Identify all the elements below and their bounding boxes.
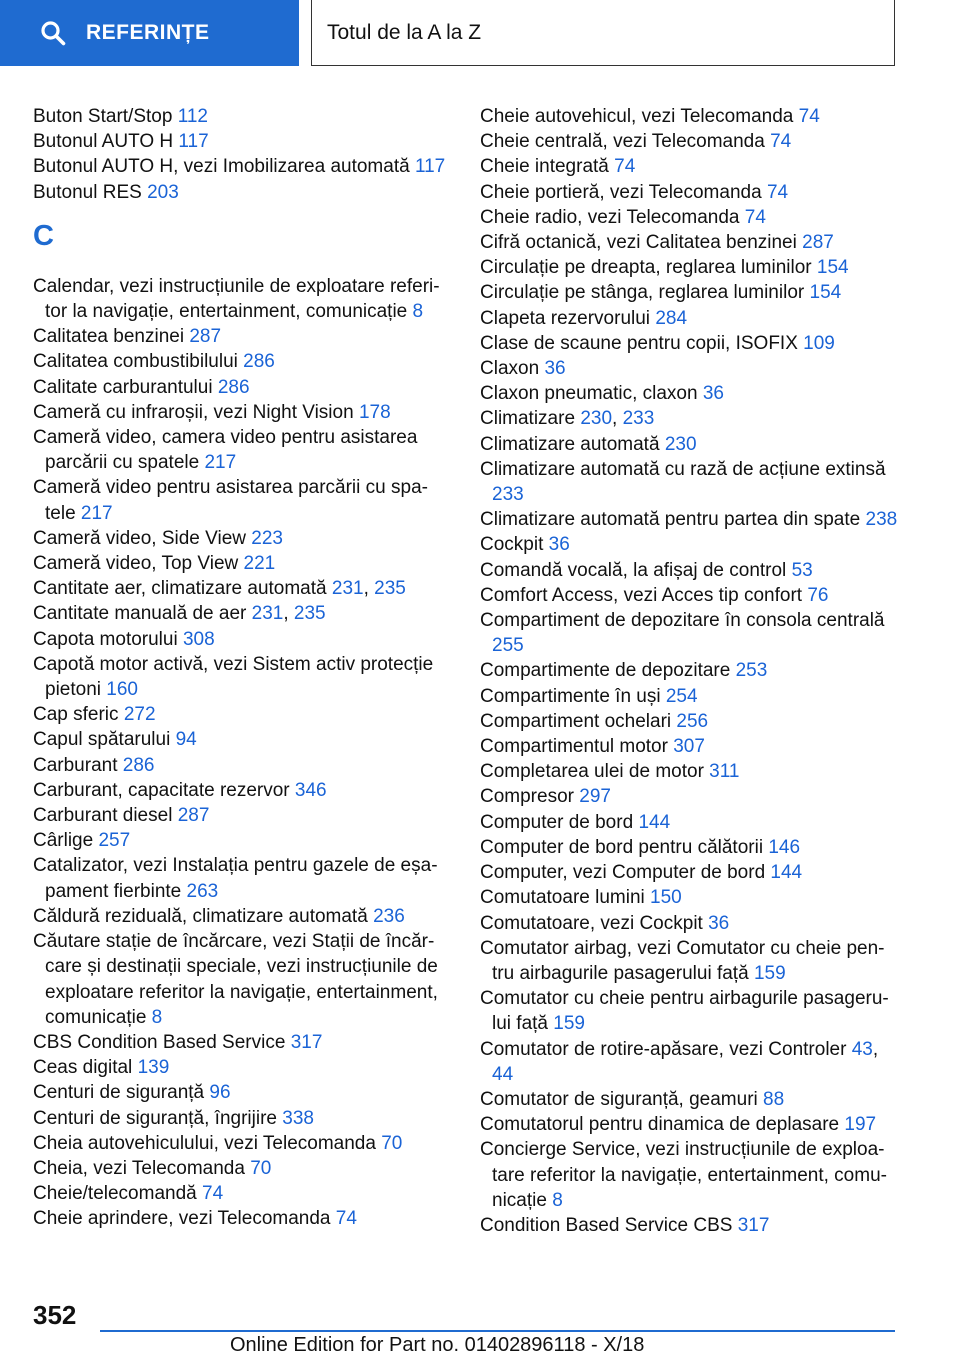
- tab-referinte[interactable]: [0, 0, 299, 66]
- page-link[interactable]: 74: [744, 206, 766, 228]
- index-entry-text: Cheie integrată: [480, 156, 609, 178]
- page-link[interactable]: 8: [151, 1006, 163, 1028]
- page-link[interactable]: 36: [708, 912, 730, 934]
- index-entry-text: Calitate carburantului: [33, 376, 213, 398]
- index-entry: [33, 652, 448, 702]
- page-link[interactable]: 256: [676, 710, 709, 732]
- page-link[interactable]: 94: [175, 729, 197, 751]
- index-entry-text: CBS Condition Based Service: [33, 1031, 286, 1053]
- page-link[interactable]: 150: [650, 887, 682, 909]
- index-entry: Comutator de rotire-apăsare, vezi Controler 43, 44: [480, 1038, 879, 1085]
- index-entry-text: Ceas digital: [33, 1057, 133, 1079]
- index-entry: [33, 753, 448, 778]
- index-entry: [480, 507, 900, 532]
- page-link[interactable]: 160: [106, 679, 138, 701]
- page-link[interactable]: 284: [655, 307, 688, 329]
- index-entry-text: Comutatoare lumini: [480, 887, 645, 909]
- page-link[interactable]: 8: [552, 1189, 563, 1211]
- footer-divider: [100, 1330, 895, 1332]
- index-entry: Cantitate manuală de aer 231, 235: [33, 603, 326, 625]
- page-link[interactable]: 36: [548, 534, 570, 556]
- search-icon: [40, 20, 66, 46]
- page-link[interactable]: 253: [735, 660, 768, 682]
- index-entry-text: Climatizare: [480, 408, 576, 430]
- index-entry-text: Compresor: [480, 786, 574, 808]
- index-entry-text: Cheia autovehiculului, vezi Telecomanda: [33, 1132, 376, 1154]
- page-link[interactable]: 338: [282, 1107, 314, 1129]
- index-entry: [480, 230, 900, 255]
- index-entry-text: Calitatea combustibilului: [33, 351, 238, 373]
- index-entry-text: Computer de bord: [480, 811, 634, 833]
- page-link[interactable]: 230: [580, 408, 613, 430]
- page-link[interactable]: 96: [209, 1082, 231, 1104]
- index-entry-text: Claxon pneumatic, claxon: [480, 383, 698, 405]
- index-entry-text: Capota motorului: [33, 628, 178, 650]
- index-entry-text: Cantitate manuală de aer: [33, 603, 247, 625]
- index-entry: [33, 475, 448, 525]
- page-header: [0, 0, 960, 66]
- page-link[interactable]: 287: [177, 805, 210, 827]
- index-entry-text: Comutator de siguranță, geamuri: [480, 1088, 758, 1110]
- page-link[interactable]: 255: [492, 635, 524, 657]
- page-link[interactable]: 230: [664, 433, 697, 455]
- index-column-right: [480, 104, 900, 1238]
- page-link[interactable]: 70: [381, 1132, 403, 1154]
- index-entry: [33, 1156, 448, 1181]
- index-entry: [33, 727, 448, 752]
- index-entry: [480, 532, 900, 557]
- index-entry-text: Comutator de rotire-apăsare, vezi Controler: [480, 1038, 847, 1060]
- index-entry: [480, 835, 900, 860]
- index-entry-text: Catalizator, vezi Instalația pentru gazele de eșapament fierbinte: [33, 855, 438, 902]
- index-entry: [33, 324, 448, 349]
- index-entry-text: Carburant, capacitate rezervor: [33, 779, 290, 801]
- index-entry-text: Climatizare automată pentru partea din spate: [480, 509, 861, 531]
- index-entry: [33, 526, 448, 551]
- index-entry-text: Căldură reziduală, climatizare automată: [33, 905, 368, 927]
- index-entry-text: Cantitate aer, climatizare automată: [33, 578, 327, 600]
- page-link[interactable]: 235: [293, 603, 326, 625]
- index-entry-text: Cheie autovehicul, vezi Telecomanda: [480, 106, 794, 127]
- index-entry-text: Centuri de siguranță, îngrijire: [33, 1107, 277, 1129]
- page-link[interactable]: 43: [851, 1038, 873, 1060]
- index-entry-text: Clapeta rezervorului: [480, 307, 651, 329]
- page-link[interactable]: 203: [147, 181, 179, 203]
- index-entry-text: Carburant diesel: [33, 805, 173, 827]
- page-link[interactable]: 307: [673, 736, 705, 758]
- index-entry-text: Cameră video, Top View: [33, 553, 239, 575]
- index-entry-text: Claxon: [480, 358, 540, 380]
- page-link[interactable]: 197: [844, 1114, 877, 1136]
- index-entry: [480, 1137, 900, 1213]
- page-link[interactable]: 287: [189, 326, 222, 348]
- page-link[interactable]: 297: [579, 786, 611, 808]
- index-entry: [480, 255, 900, 280]
- index-entry: Cantitate aer, climatizare automată 231, 235: [33, 578, 406, 600]
- page-link[interactable]: 346: [294, 779, 327, 801]
- page-link[interactable]: 272: [123, 704, 156, 726]
- index-entry: [33, 129, 448, 154]
- page-link[interactable]: 109: [803, 332, 835, 354]
- index-entry: [33, 400, 448, 425]
- tab-label: REFERINȚE: [86, 21, 210, 44]
- index-entry: [480, 381, 900, 406]
- index-entry-text: Compartimentul motor: [480, 736, 668, 758]
- page-link[interactable]: 44: [492, 1063, 514, 1085]
- index-entry-text: Capul spătarului: [33, 729, 171, 751]
- index-entry: [33, 104, 448, 129]
- page-link[interactable]: 311: [709, 761, 740, 783]
- page-link[interactable]: 236: [373, 905, 405, 927]
- index-entry: [480, 860, 900, 885]
- index-entry: [33, 778, 448, 803]
- index-entry-text: Climatizare automată cu rază de acțiune extinsă: [480, 458, 886, 480]
- index-entry: [33, 1080, 448, 1105]
- index-entry: [33, 154, 448, 179]
- index-entry-text: Cheia, vezi Telecomanda: [33, 1157, 245, 1179]
- index-entry-text: Calitatea benzinei: [33, 326, 185, 348]
- index-entry: [33, 1181, 448, 1206]
- index-entry-text: Cârlige: [33, 830, 94, 852]
- index-entry-text: Comutator cu cheie pentru airbagurile pasagerului față: [480, 988, 889, 1035]
- index-entry: [480, 936, 900, 986]
- page-link[interactable]: 74: [770, 131, 792, 153]
- index-entry: [33, 349, 448, 374]
- page-link[interactable]: 74: [335, 1208, 357, 1230]
- index-entry-text: Computer, vezi Computer de bord: [480, 862, 766, 884]
- page-link[interactable]: 53: [791, 559, 813, 581]
- index-entry-text: Capotă motor activă, vezi Sistem activ protecție pietoni: [33, 653, 434, 701]
- page-link[interactable]: 146: [768, 836, 801, 858]
- index-entry: [480, 1112, 900, 1137]
- index-entry: [480, 810, 900, 835]
- index-entry: [480, 986, 900, 1036]
- index-entry-text: Completarea ulei de motor: [480, 761, 704, 783]
- index-entry: [480, 658, 900, 683]
- index-entry-text: Circulație pe dreapta, reglarea luminilor: [480, 257, 812, 279]
- index-entry: [33, 1106, 448, 1131]
- index-entry-text: Concierge Service, vezi instrucțiunile de exploatare referitor la navigație, entertainment, comunicație: [480, 1139, 887, 1211]
- page-link[interactable]: 263: [186, 880, 219, 902]
- index-entry: [33, 180, 448, 205]
- index-entry: [480, 205, 900, 230]
- index-entry-text: Condition Based Service CBS: [480, 1214, 733, 1236]
- index-entry: [480, 356, 900, 381]
- page-link[interactable]: 178: [358, 401, 391, 423]
- index-entry: [33, 803, 448, 828]
- page-link[interactable]: 70: [250, 1157, 272, 1179]
- page-link[interactable]: 36: [544, 358, 566, 380]
- index-entry-text: Cameră video, Side View: [33, 527, 246, 549]
- index-entry: [480, 306, 900, 331]
- page-link[interactable]: 36: [702, 383, 724, 405]
- index-entry-text: Computer de bord pentru călătorii: [480, 836, 764, 858]
- index-entry-text: Climatizare automată: [480, 433, 660, 455]
- index-entry-text: Centuri de siguranță: [33, 1082, 205, 1104]
- index-entry: [480, 1213, 900, 1238]
- index-entry-text: Cheie centrală, vezi Telecomanda: [480, 131, 765, 153]
- index-entry-text: Cameră video pentru asistarea parcării cu spatele: [33, 477, 428, 524]
- index-entry: [33, 1131, 448, 1156]
- page-link[interactable]: 74: [798, 106, 820, 127]
- page-link[interactable]: 235: [374, 578, 406, 600]
- index-entry: [480, 558, 900, 583]
- index-entry-text: Compartimente în uși: [480, 685, 661, 707]
- index-entry-text: Compartiment de depozitare în consola centrală: [480, 610, 885, 632]
- index-entry: [480, 180, 900, 205]
- index-entry-text: Compartiment ochelari: [480, 710, 672, 732]
- index-entry: [33, 828, 448, 853]
- index-entry-text: Compartimente de depozitare: [480, 660, 731, 682]
- index-entry: [480, 911, 900, 936]
- page-link[interactable]: 144: [770, 862, 803, 884]
- index-entry: [33, 929, 448, 1030]
- index-entry: [33, 627, 448, 652]
- page-link[interactable]: 257: [98, 830, 131, 852]
- page-link[interactable]: 117: [178, 131, 209, 153]
- index-entry-text: Căutare stație de încărcare, vezi Stații de încărcare și destinații speciale, vezi instrucțiunile de exploatare referitor la navigație, entertainment, comunicație: [33, 931, 438, 1028]
- chapter-title-text: Totul de la A la Z: [327, 20, 482, 44]
- page-link[interactable]: 286: [122, 754, 155, 776]
- index-column-left: [33, 104, 448, 1232]
- index-entry-text: Comandă vocală, la afișaj de control: [480, 559, 787, 581]
- page-link[interactable]: 217: [204, 452, 237, 474]
- index-entry: [33, 853, 448, 903]
- index-entry-text: Cheie portieră, vezi Telecomanda: [480, 181, 762, 203]
- page-link[interactable]: 88: [763, 1088, 785, 1110]
- index-entry-text: Cheie radio, vezi Telecomanda: [480, 206, 740, 228]
- index-entry: [480, 759, 900, 784]
- index-entry-text: Butonul AUTO H, vezi Imobilizarea automată: [33, 156, 410, 178]
- page-link[interactable]: 286: [217, 376, 250, 398]
- page-link[interactable]: 117: [414, 156, 446, 178]
- index-entry-text: Comutatorul pentru dinamica de deplasare: [480, 1114, 840, 1136]
- index-entry-text: Cockpit: [480, 534, 544, 556]
- page-link[interactable]: 233: [492, 484, 524, 506]
- page-link[interactable]: 74: [614, 156, 636, 178]
- page-link[interactable]: 233: [622, 408, 655, 430]
- index-entry: [33, 1055, 448, 1080]
- index-entry-text: Clase de scaune pentru copii, ISOFIX: [480, 332, 798, 354]
- index-entry: [480, 331, 900, 356]
- index-entry: [33, 1030, 448, 1055]
- index-entry: [480, 885, 900, 910]
- index-entry-text: Circulație pe stânga, reglarea luminilor: [480, 282, 805, 304]
- page-link[interactable]: 139: [137, 1057, 170, 1079]
- page-link[interactable]: 154: [809, 282, 842, 304]
- index-entry: [480, 280, 900, 305]
- section-letter: C: [33, 219, 54, 252]
- page-link[interactable]: 223: [251, 527, 283, 549]
- index-entry: [33, 702, 448, 727]
- page-link[interactable]: 159: [553, 1013, 585, 1035]
- index-entry: [33, 551, 448, 576]
- chapter-title: [311, 0, 895, 66]
- index-entry: [33, 904, 448, 929]
- page-link[interactable]: 254: [665, 685, 698, 707]
- index-entry-text: Buton Start/Stop: [33, 106, 173, 127]
- index-entry: [480, 734, 900, 759]
- index-entry-text: Comfort Access, vezi Acces tip confort: [480, 584, 803, 606]
- index-entry: Climatizare 230, 233: [480, 408, 655, 430]
- page-link[interactable]: 308: [182, 628, 215, 650]
- index-entry: [33, 1206, 448, 1231]
- page-link[interactable]: 238: [865, 509, 898, 531]
- page-link[interactable]: 217: [80, 502, 113, 524]
- page-link[interactable]: 76: [807, 584, 829, 606]
- index-entry: [33, 375, 448, 400]
- page-link[interactable]: 112: [177, 106, 208, 127]
- index-entry: [480, 784, 900, 809]
- index-entry: [480, 457, 900, 507]
- index-entry-text: Calendar, vezi instrucțiunile de exploatare referitor la navigație, entertainment, comunicație: [33, 275, 440, 323]
- page-link[interactable]: 231: [251, 603, 284, 625]
- index-entry-text: Butonul RES: [33, 181, 142, 203]
- index-entry: [480, 709, 900, 734]
- index-entry-text: Cheie aprindere, vezi Telecomanda: [33, 1208, 331, 1230]
- index-entry-text: Cameră cu infraroșii, vezi Night Vision: [33, 401, 354, 423]
- page-link[interactable]: 8: [412, 301, 424, 323]
- page-link[interactable]: 144: [638, 811, 671, 833]
- index-entry: [480, 1087, 900, 1112]
- page-link[interactable]: 317: [290, 1031, 323, 1053]
- index-entry: [480, 154, 900, 179]
- page-link[interactable]: 154: [816, 257, 849, 279]
- index-entry: [480, 583, 900, 608]
- page-link[interactable]: 221: [243, 553, 276, 575]
- index-entry: [480, 104, 900, 129]
- index-entry: [480, 608, 900, 658]
- page-link[interactable]: 74: [202, 1183, 224, 1205]
- page-link[interactable]: 231: [331, 578, 364, 600]
- index-entry-text: Cameră video, camera video pentru asistarea parcării cu spatele: [33, 427, 418, 474]
- page-number: 352: [33, 1300, 77, 1330]
- index-entry: [480, 684, 900, 709]
- page-link[interactable]: 317: [737, 1214, 770, 1236]
- page-link[interactable]: 159: [753, 962, 786, 984]
- index-entry-text: Cap sferic: [33, 704, 119, 726]
- index-entry-text: Comutator airbag, vezi Comutator cu cheie pentru airbagurile pasagerului față: [480, 937, 885, 984]
- page-link[interactable]: 286: [243, 351, 275, 373]
- index-entry-text: Comutatoare, vezi Cockpit: [480, 912, 703, 934]
- index-entry-text: Butonul AUTO H: [33, 131, 174, 153]
- index-entry: [33, 274, 448, 324]
- index-entry: [480, 129, 900, 154]
- index-entry-text: Cheie/telecomandă: [33, 1183, 197, 1205]
- index-entry-text: Cifră octanică, vezi Calitatea benzinei: [480, 232, 797, 254]
- page-link[interactable]: 287: [802, 232, 834, 254]
- footer-edition-text: Online Edition for Part no. 01402896118 - X/18: [230, 1334, 645, 1356]
- index-entry-text: Carburant: [33, 754, 118, 776]
- index-entry: [33, 425, 448, 475]
- index-entry: [480, 432, 900, 457]
- page-link[interactable]: 74: [766, 181, 789, 203]
